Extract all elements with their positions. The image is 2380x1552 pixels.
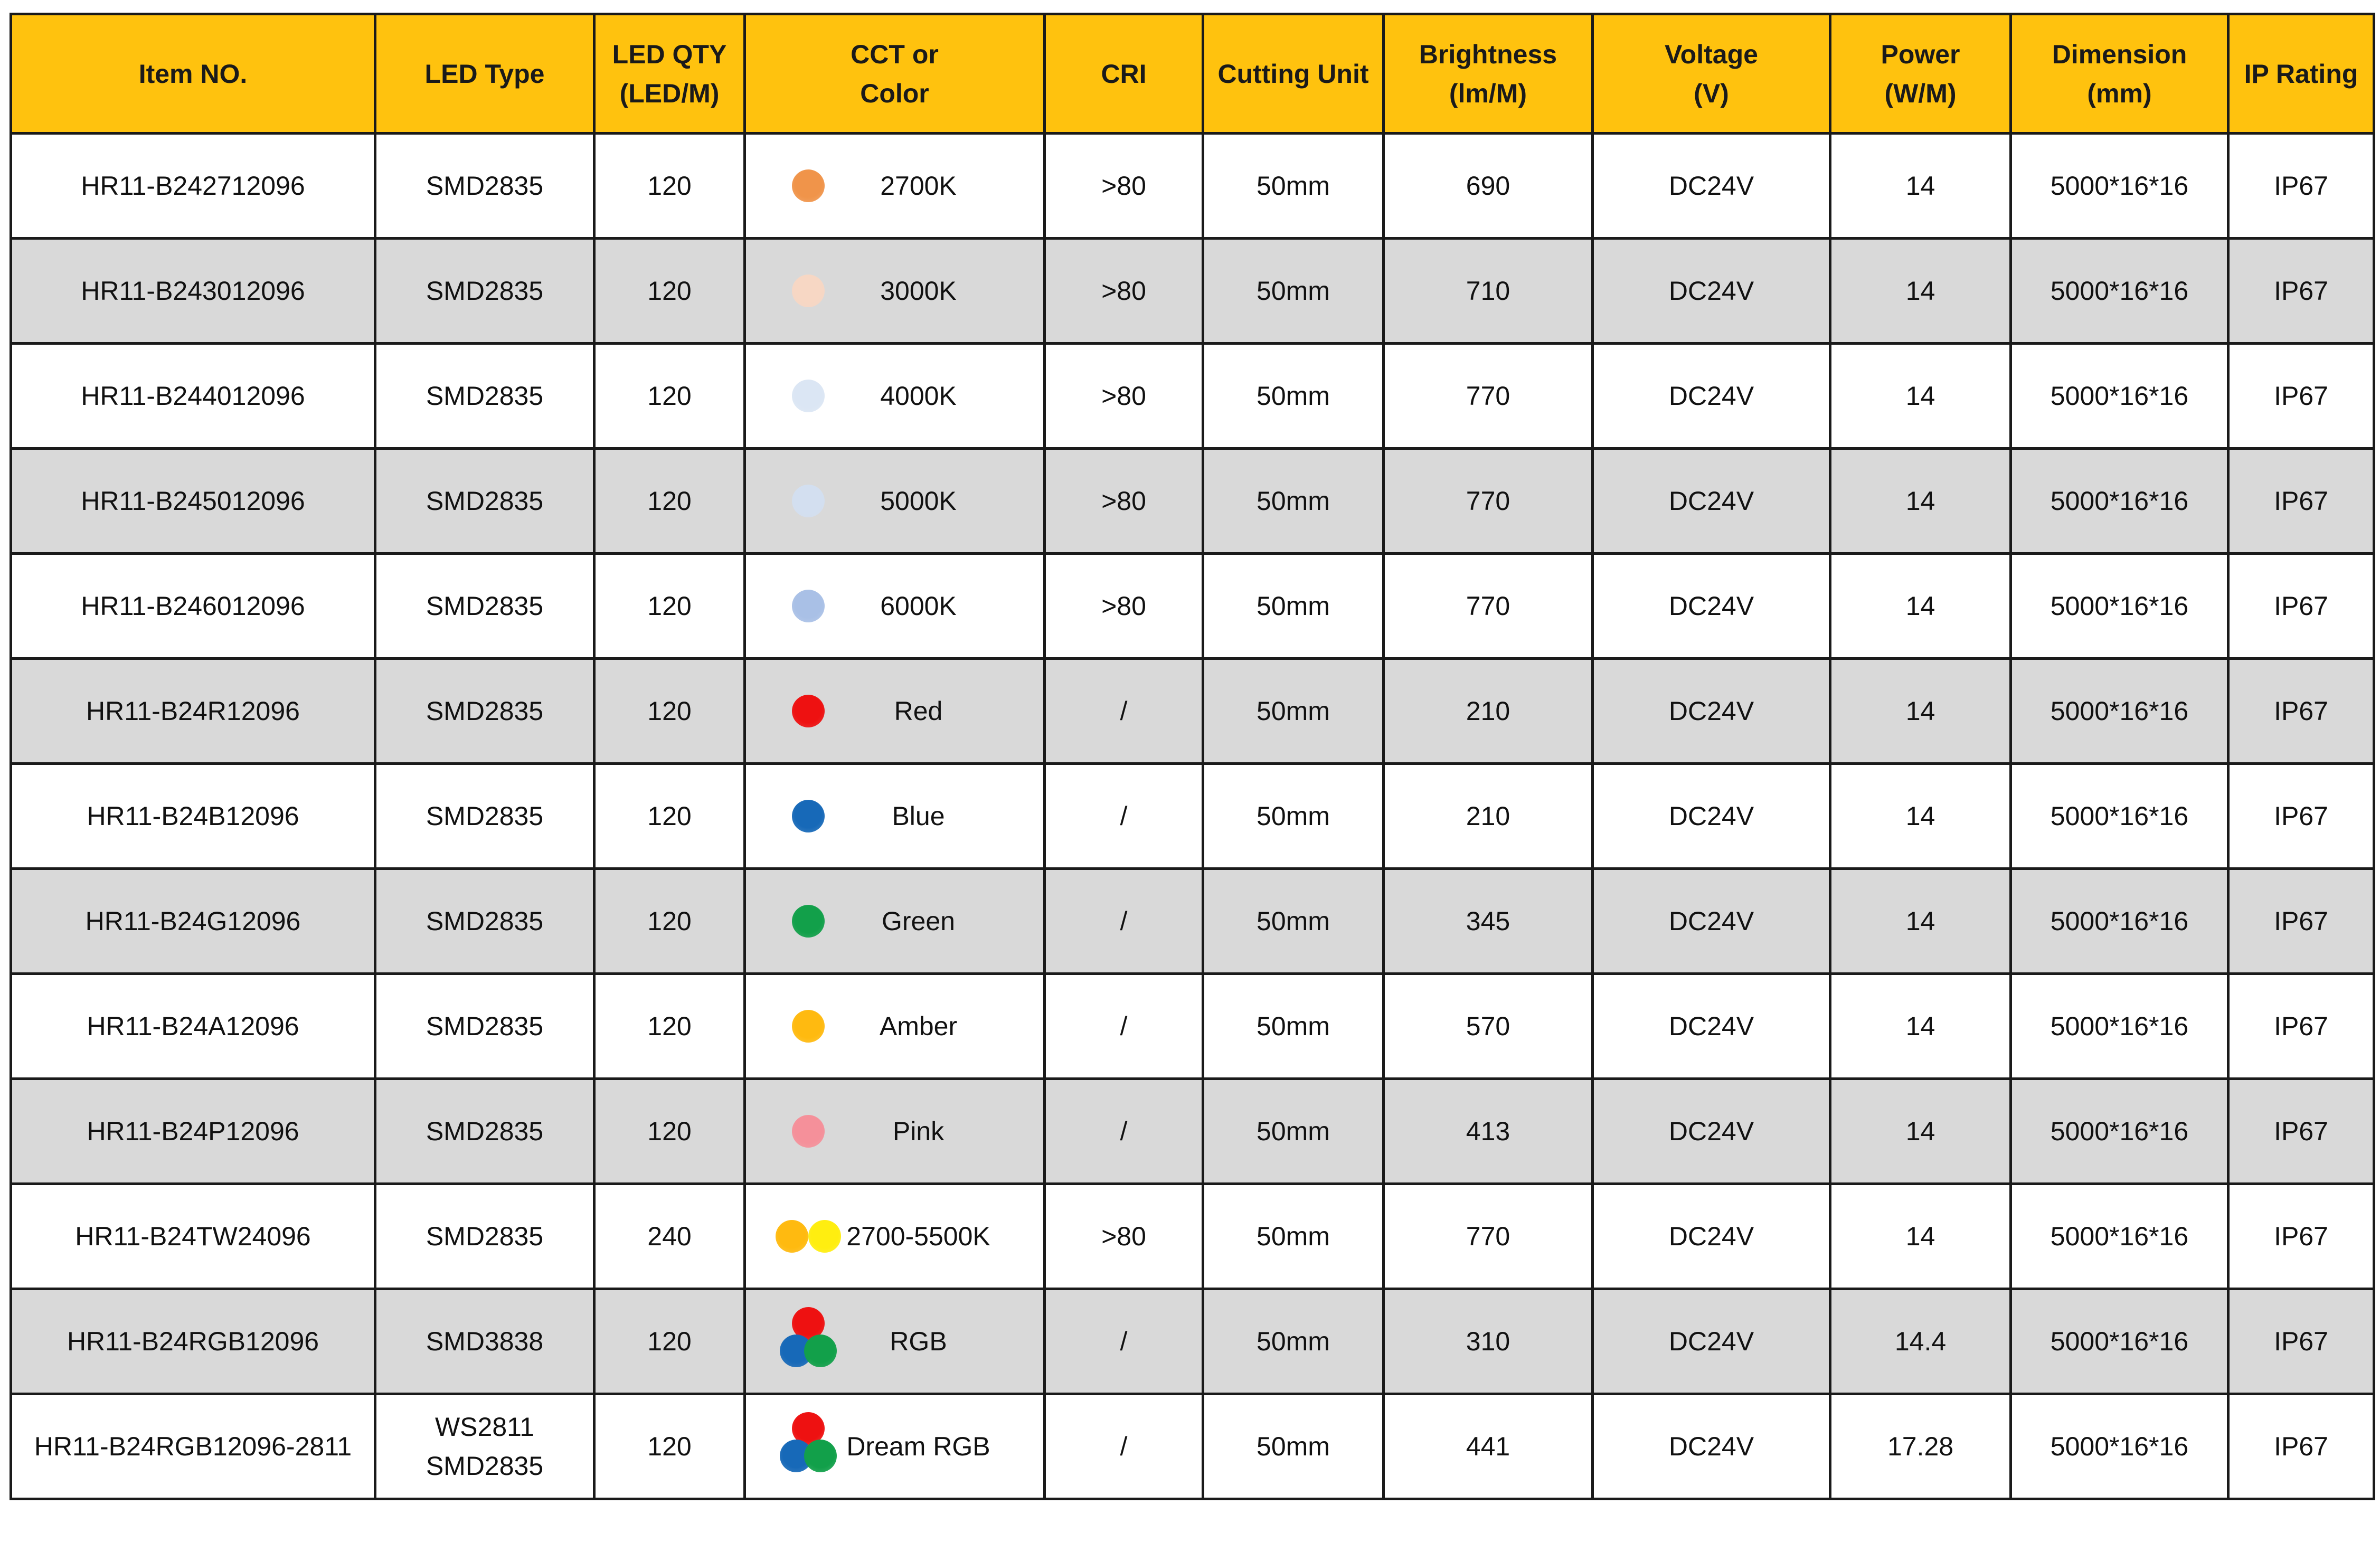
led-qty-cell: 120	[594, 239, 745, 344]
color-cell	[745, 554, 1045, 659]
color-label: Amber	[879, 1011, 958, 1041]
table-row	[11, 764, 2374, 869]
item-no-cell: HR11-B24B12096	[11, 764, 375, 869]
ip-rating-cell: IP67	[2228, 134, 2374, 239]
led-type-line: SMD2835	[426, 276, 544, 306]
dimension-cell: 5000*16*16	[2011, 1079, 2228, 1184]
table-row	[11, 1184, 2374, 1289]
led-type-line: SMD2835	[426, 1222, 544, 1251]
led-dot-icon	[792, 380, 825, 412]
header-line: Cutting Unit	[1217, 59, 1369, 89]
voltage-cell: DC24V	[1593, 1079, 1830, 1184]
led-type-line: WS2811	[435, 1412, 535, 1442]
table-row	[11, 239, 2374, 344]
power-cell: 14	[1830, 449, 2011, 554]
header-line: Item NO.	[138, 59, 248, 89]
brightness-cell: 210	[1384, 659, 1593, 764]
color-label: 6000K	[880, 591, 957, 621]
item-no-cell: HR11-B242712096	[11, 134, 375, 239]
power-cell: 14	[1830, 239, 2011, 344]
color-cell	[745, 764, 1045, 869]
color-label: 4000K	[880, 381, 957, 411]
power-cell: 14	[1830, 659, 2011, 764]
header-line: CCT or	[851, 39, 939, 69]
header-line: (LED/M)	[619, 78, 720, 108]
brightness-header	[1384, 14, 1593, 134]
cri-cell: /	[1045, 659, 1203, 764]
color-cell	[745, 239, 1045, 344]
ip-rating-cell: IP67	[2228, 1079, 2374, 1184]
cutting-unit-cell: 50mm	[1203, 1394, 1384, 1499]
item-no-cell: HR11-B24A12096	[11, 974, 375, 1079]
led-qty-cell: 120	[594, 449, 745, 554]
led-qty-cell: 120	[594, 134, 745, 239]
cutting-unit-cell: 50mm	[1203, 449, 1384, 554]
dimension-cell: 5000*16*16	[2011, 554, 2228, 659]
item-no-cell: HR11-B24R12096	[11, 659, 375, 764]
color-label: 2700K	[880, 171, 957, 201]
header-line: Voltage	[1665, 39, 1758, 69]
brightness-cell: 770	[1384, 1184, 1593, 1289]
color-label: Pink	[892, 1116, 945, 1146]
item-no-cell: HR11-B245012096	[11, 449, 375, 554]
led-qty-cell: 120	[594, 344, 745, 449]
led-qty-cell: 120	[594, 554, 745, 659]
voltage-cell: DC24V	[1593, 344, 1830, 449]
brightness-cell: 710	[1384, 239, 1593, 344]
brightness-cell: 570	[1384, 974, 1593, 1079]
dimension-cell: 5000*16*16	[2011, 764, 2228, 869]
led-dot-icon	[804, 1335, 837, 1367]
led-type-line: SMD2835	[426, 1011, 544, 1041]
item-no-header	[11, 14, 375, 134]
led-qty-cell: 120	[594, 974, 745, 1079]
power-cell: 14	[1830, 1079, 2011, 1184]
power-cell: 14.4	[1830, 1289, 2011, 1394]
power-cell: 17.28	[1830, 1394, 2011, 1499]
voltage-cell: DC24V	[1593, 449, 1830, 554]
led-type-line: SMD2835	[426, 696, 544, 726]
color-swatch	[776, 1407, 855, 1486]
header-line: (V)	[1694, 78, 1729, 108]
item-no-cell: HR11-B24G12096	[11, 869, 375, 974]
cri-cell: >80	[1045, 449, 1203, 554]
dimension-cell: 5000*16*16	[2011, 1184, 2228, 1289]
header-row	[11, 14, 2374, 134]
voltage-cell: DC24V	[1593, 1394, 1830, 1499]
ip-rating-cell: IP67	[2228, 344, 2374, 449]
cri-cell: >80	[1045, 239, 1203, 344]
item-no-cell: HR11-B24RGB12096	[11, 1289, 375, 1394]
brightness-cell: 770	[1384, 449, 1593, 554]
color-swatch	[776, 777, 855, 856]
power-cell: 14	[1830, 134, 2011, 239]
header-line: (lm/M)	[1449, 78, 1527, 108]
header-line: (mm)	[2087, 78, 2152, 108]
item-no-cell: HR11-B244012096	[11, 344, 375, 449]
cri-cell: /	[1045, 869, 1203, 974]
cri-cell: >80	[1045, 1184, 1203, 1289]
color-cell	[745, 869, 1045, 974]
ip-rating-cell: IP67	[2228, 554, 2374, 659]
cutting-unit-cell: 50mm	[1203, 869, 1384, 974]
led-type-line: SMD2835	[426, 591, 544, 621]
led-qty-cell: 120	[594, 1289, 745, 1394]
table-row	[11, 554, 2374, 659]
ip-rating-cell: IP67	[2228, 1184, 2374, 1289]
item-no-cell: HR11-B24P12096	[11, 1079, 375, 1184]
led-type-cell	[375, 344, 594, 449]
color-label: RGB	[890, 1327, 947, 1356]
led-dot-icon	[792, 1010, 825, 1043]
power-cell: 14	[1830, 764, 2011, 869]
led-dot-icon	[792, 905, 825, 938]
header-line: Brightness	[1419, 39, 1557, 69]
color-cell	[745, 344, 1045, 449]
color-swatch	[776, 1197, 855, 1276]
color-cell	[745, 1289, 1045, 1394]
led-dot-icon	[792, 169, 825, 202]
cct-color-header	[745, 14, 1045, 134]
led-type-cell	[375, 239, 594, 344]
led-qty-cell: 120	[594, 1394, 745, 1499]
table-row	[11, 1079, 2374, 1184]
led-type-cell	[375, 554, 594, 659]
cutting-unit-cell: 50mm	[1203, 974, 1384, 1079]
ip-rating-cell: IP67	[2228, 239, 2374, 344]
led-dot-icon	[808, 1220, 841, 1253]
cri-cell: >80	[1045, 134, 1203, 239]
led-type-cell	[375, 1394, 594, 1499]
cri-cell: /	[1045, 1394, 1203, 1499]
led-type-cell	[375, 764, 594, 869]
power-cell: 14	[1830, 344, 2011, 449]
led-type-line: SMD2835	[426, 1451, 544, 1481]
color-label: Green	[882, 906, 955, 936]
color-swatch	[776, 1302, 855, 1381]
voltage-cell: DC24V	[1593, 134, 1830, 239]
led-dot-icon	[792, 695, 825, 727]
voltage-cell: DC24V	[1593, 1289, 1830, 1394]
ip-rating-cell: IP67	[2228, 1289, 2374, 1394]
color-label: 2700-5500K	[846, 1222, 990, 1251]
led-dot-icon	[776, 1220, 808, 1253]
cutting-unit-cell: 50mm	[1203, 659, 1384, 764]
led-dot-icon	[792, 1115, 825, 1148]
led-type-cell	[375, 1184, 594, 1289]
dimension-cell: 5000*16*16	[2011, 239, 2228, 344]
brightness-cell: 310	[1384, 1289, 1593, 1394]
dimension-cell: 5000*16*16	[2011, 869, 2228, 974]
color-label: 5000K	[880, 486, 957, 516]
led-dot-icon	[792, 275, 825, 307]
led-type-line: SMD2835	[426, 1116, 544, 1146]
ip-rating-cell: IP67	[2228, 449, 2374, 554]
header-line: Power	[1881, 39, 1960, 69]
color-cell	[745, 659, 1045, 764]
led-type-line: SMD2835	[426, 906, 544, 936]
cri-cell: /	[1045, 1079, 1203, 1184]
led-type-cell	[375, 449, 594, 554]
led-type-cell	[375, 1079, 594, 1184]
color-swatch	[776, 671, 855, 751]
power-cell: 14	[1830, 1184, 2011, 1289]
spec-table	[10, 13, 2375, 1500]
color-swatch	[776, 566, 855, 646]
cutting-unit-cell: 50mm	[1203, 764, 1384, 869]
header-line: Dimension	[2052, 39, 2187, 69]
color-cell	[745, 449, 1045, 554]
cutting-unit-cell: 50mm	[1203, 1079, 1384, 1184]
led-type-cell	[375, 869, 594, 974]
voltage-cell: DC24V	[1593, 239, 1830, 344]
voltage-header	[1593, 14, 1830, 134]
color-swatch	[776, 987, 855, 1066]
color-swatch	[776, 146, 855, 225]
led-type-line: SMD3838	[426, 1327, 544, 1356]
cutting-unit-header	[1203, 14, 1384, 134]
led-type-cell	[375, 974, 594, 1079]
led-type-line: SMD2835	[426, 171, 544, 201]
table-row	[11, 344, 2374, 449]
header-line: IP Rating	[2244, 59, 2358, 89]
led-dot-icon	[792, 485, 825, 517]
led-dot-icon	[792, 590, 825, 622]
led-qty-cell: 120	[594, 869, 745, 974]
color-swatch	[776, 1092, 855, 1171]
color-swatch	[776, 882, 855, 961]
dimension-cell: 5000*16*16	[2011, 1394, 2228, 1499]
cri-cell: /	[1045, 974, 1203, 1079]
voltage-cell: DC24V	[1593, 764, 1830, 869]
header-line: Color	[860, 78, 929, 108]
led-type-cell	[375, 659, 594, 764]
led-dot-icon	[804, 1440, 837, 1472]
brightness-cell: 770	[1384, 554, 1593, 659]
table-row	[11, 1394, 2374, 1499]
ip-rating-cell: IP67	[2228, 1394, 2374, 1499]
header-line: (W/M)	[1884, 78, 1957, 108]
table-row	[11, 869, 2374, 974]
cri-cell: /	[1045, 764, 1203, 869]
table-row	[11, 449, 2374, 554]
led-type-cell	[375, 134, 594, 239]
brightness-cell: 441	[1384, 1394, 1593, 1499]
brightness-cell: 210	[1384, 764, 1593, 869]
power-cell: 14	[1830, 974, 2011, 1079]
led-qty-cell: 120	[594, 659, 745, 764]
cutting-unit-cell: 50mm	[1203, 1184, 1384, 1289]
cutting-unit-cell: 50mm	[1203, 344, 1384, 449]
color-swatch	[776, 251, 855, 330]
color-cell	[745, 134, 1045, 239]
led-type-line: SMD2835	[426, 486, 544, 516]
led-type-line: SMD2835	[426, 801, 544, 831]
cri-cell: >80	[1045, 344, 1203, 449]
led-qty-cell: 120	[594, 1079, 745, 1184]
led-type-line: SMD2835	[426, 381, 544, 411]
dimension-cell: 5000*16*16	[2011, 134, 2228, 239]
color-cell	[745, 1394, 1045, 1499]
led-qty-cell: 240	[594, 1184, 745, 1289]
voltage-cell: DC24V	[1593, 554, 1830, 659]
cri-header	[1045, 14, 1203, 134]
dimension-cell: 5000*16*16	[2011, 974, 2228, 1079]
item-no-cell: HR11-B24TW24096	[11, 1184, 375, 1289]
item-no-cell: HR11-B246012096	[11, 554, 375, 659]
dimension-cell: 5000*16*16	[2011, 449, 2228, 554]
color-label: Dream RGB	[846, 1432, 990, 1461]
color-label: Blue	[892, 801, 945, 831]
color-cell	[745, 974, 1045, 1079]
color-swatch	[776, 356, 855, 436]
voltage-cell: DC24V	[1593, 659, 1830, 764]
cutting-unit-cell: 50mm	[1203, 239, 1384, 344]
cutting-unit-cell: 50mm	[1203, 1289, 1384, 1394]
table-row	[11, 1289, 2374, 1394]
led-type-cell	[375, 1289, 594, 1394]
item-no-cell: HR11-B24RGB12096-2811	[11, 1394, 375, 1499]
led-qty-header	[594, 14, 745, 134]
color-label: 3000K	[880, 276, 957, 306]
ip-rating-header	[2228, 14, 2374, 134]
voltage-cell: DC24V	[1593, 869, 1830, 974]
dimension-header	[2011, 14, 2228, 134]
led-type-header	[375, 14, 594, 134]
power-cell: 14	[1830, 554, 2011, 659]
led-dot-icon	[792, 800, 825, 832]
brightness-cell: 690	[1384, 134, 1593, 239]
color-label: Red	[894, 696, 943, 726]
dimension-cell: 5000*16*16	[2011, 1289, 2228, 1394]
header-line: LED Type	[424, 59, 545, 89]
brightness-cell: 345	[1384, 869, 1593, 974]
table-row	[11, 974, 2374, 1079]
voltage-cell: DC24V	[1593, 974, 1830, 1079]
voltage-cell: DC24V	[1593, 1184, 1830, 1289]
ip-rating-cell: IP67	[2228, 974, 2374, 1079]
brightness-cell: 413	[1384, 1079, 1593, 1184]
color-swatch	[776, 461, 855, 541]
header-line: CRI	[1101, 59, 1147, 89]
cutting-unit-cell: 50mm	[1203, 554, 1384, 659]
dimension-cell: 5000*16*16	[2011, 659, 2228, 764]
color-cell	[745, 1079, 1045, 1184]
ip-rating-cell: IP67	[2228, 659, 2374, 764]
item-no-cell: HR11-B243012096	[11, 239, 375, 344]
cri-cell: /	[1045, 1289, 1203, 1394]
ip-rating-cell: IP67	[2228, 764, 2374, 869]
ip-rating-cell: IP67	[2228, 869, 2374, 974]
power-header	[1830, 14, 2011, 134]
table-row	[11, 134, 2374, 239]
brightness-cell: 770	[1384, 344, 1593, 449]
table-row	[11, 659, 2374, 764]
header-line: LED QTY	[612, 39, 727, 69]
table-body	[11, 134, 2374, 1499]
cutting-unit-cell: 50mm	[1203, 134, 1384, 239]
led-qty-cell: 120	[594, 764, 745, 869]
dimension-cell: 5000*16*16	[2011, 344, 2228, 449]
color-cell	[745, 1184, 1045, 1289]
power-cell: 14	[1830, 869, 2011, 974]
cri-cell: >80	[1045, 554, 1203, 659]
